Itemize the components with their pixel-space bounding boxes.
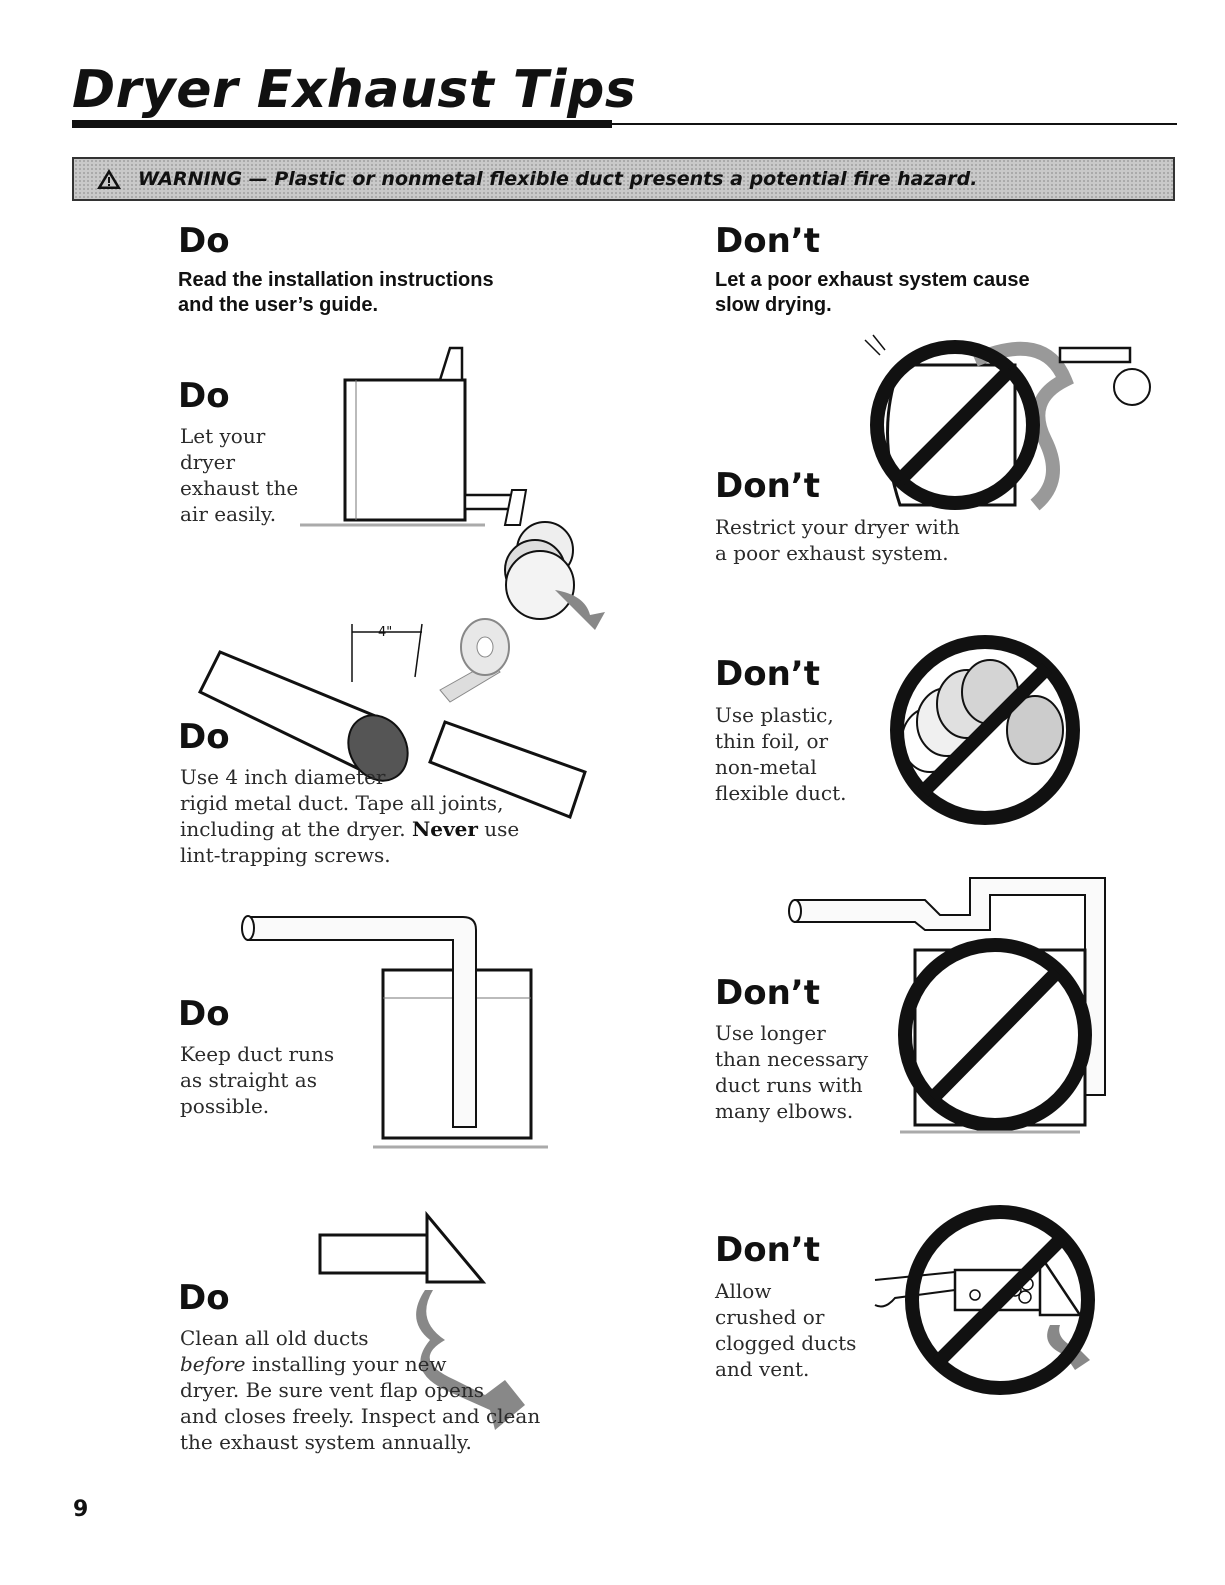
- body-line: Use longer: [715, 1021, 826, 1045]
- do-item-body: [180, 1041, 334, 1119]
- body-line: Clean all old ducts: [180, 1326, 369, 1350]
- title-rule-thick: [72, 120, 612, 128]
- body-line: Keep duct runs: [180, 1042, 335, 1066]
- body-line: non-metal: [715, 755, 817, 779]
- body-line: [180, 816, 519, 842]
- do-item-body: [180, 423, 298, 527]
- dont-subheading: [715, 268, 1030, 318]
- body-line: many elbows.: [715, 1099, 854, 1123]
- body-line: Use plastic,: [715, 703, 834, 727]
- title-rule-thin: [612, 123, 1177, 125]
- body-line: air easily.: [180, 502, 277, 526]
- body-line: Restrict your dryer with: [715, 515, 960, 539]
- body-line: lint-trapping screws.: [180, 843, 391, 867]
- do-item-heading: Do: [178, 717, 230, 757]
- dont-item-heading: Don’t: [715, 1230, 820, 1270]
- warning-message: — Plastic or nonmetal flexible duct presents a potential fire hazard.: [248, 168, 978, 190]
- do-subheading: [178, 268, 494, 318]
- body-line: Allow: [715, 1279, 772, 1303]
- warning-banner: [72, 157, 1175, 201]
- body-line: [180, 1351, 540, 1377]
- body-text: including at the dryer.: [180, 817, 413, 841]
- body-line: Use 4 inch diameter: [180, 765, 386, 789]
- dont-item-body: [715, 1020, 868, 1124]
- plastic-duct-illustration: [885, 630, 1095, 830]
- body-line: exhaust the: [180, 476, 299, 500]
- dont-item-body: [715, 702, 847, 806]
- body-line: rigid metal duct. Tape all joints,: [180, 791, 504, 815]
- body-line: dryer. Be sure vent flap opens: [180, 1378, 485, 1402]
- body-line: than necessary: [715, 1047, 869, 1071]
- do-item-heading: Do: [178, 376, 230, 416]
- body-line: flexible duct.: [715, 781, 847, 805]
- do-subheading-line: and the user’s guide.: [178, 294, 379, 316]
- dont-heading: Don’t: [715, 221, 820, 261]
- body-line: Let your: [180, 424, 266, 448]
- body-emphasis: Never: [412, 817, 478, 841]
- do-item-body: [180, 1325, 540, 1455]
- restricted-exhaust-illustration: [855, 320, 1155, 520]
- dont-subheading-line: Let a poor exhaust system cause: [715, 269, 1030, 291]
- body-line: duct runs with: [715, 1073, 863, 1097]
- body-line: and vent.: [715, 1357, 810, 1381]
- body-line: the exhaust system annually.: [180, 1430, 472, 1454]
- body-line: crushed or: [715, 1305, 825, 1329]
- dont-subheading-line: slow drying.: [715, 294, 832, 316]
- do-item-body: [180, 764, 519, 868]
- body-line: a poor exhaust system.: [715, 541, 949, 565]
- do-subheading-line: Read the installation instructions: [178, 269, 494, 291]
- dryer-exhaust-easily-illustration: [300, 340, 620, 630]
- dont-item-heading: Don’t: [715, 654, 820, 694]
- dont-item-body: [715, 514, 960, 566]
- warning-label: WARNING: [138, 168, 243, 190]
- straight-duct-illustration: [238, 912, 558, 1157]
- body-line: and closes freely. Inspect and clean: [180, 1404, 541, 1428]
- do-item-heading: Do: [178, 994, 230, 1034]
- duct-diameter-label: 4": [378, 625, 393, 640]
- dont-item-heading: Don’t: [715, 466, 820, 506]
- body-line: thin foil, or: [715, 729, 829, 753]
- do-heading: Do: [178, 221, 230, 261]
- warning-triangle-icon: [96, 167, 122, 191]
- page-title: Dryer Exhaust Tips: [72, 60, 637, 120]
- dont-item-heading: Don’t: [715, 973, 820, 1013]
- body-line: clogged ducts: [715, 1331, 857, 1355]
- body-line: dryer: [180, 450, 236, 474]
- body-line: possible.: [180, 1094, 270, 1118]
- dont-item-body: [715, 1278, 856, 1382]
- page-number: 9: [73, 1497, 89, 1522]
- body-text: use: [477, 817, 520, 841]
- do-item-heading: Do: [178, 1278, 230, 1318]
- body-text: installing your new: [245, 1352, 447, 1376]
- body-italic: before: [180, 1352, 246, 1376]
- body-line: as straight as: [180, 1068, 317, 1092]
- crushed-duct-illustration: [875, 1200, 1105, 1400]
- warning-text: [138, 168, 978, 190]
